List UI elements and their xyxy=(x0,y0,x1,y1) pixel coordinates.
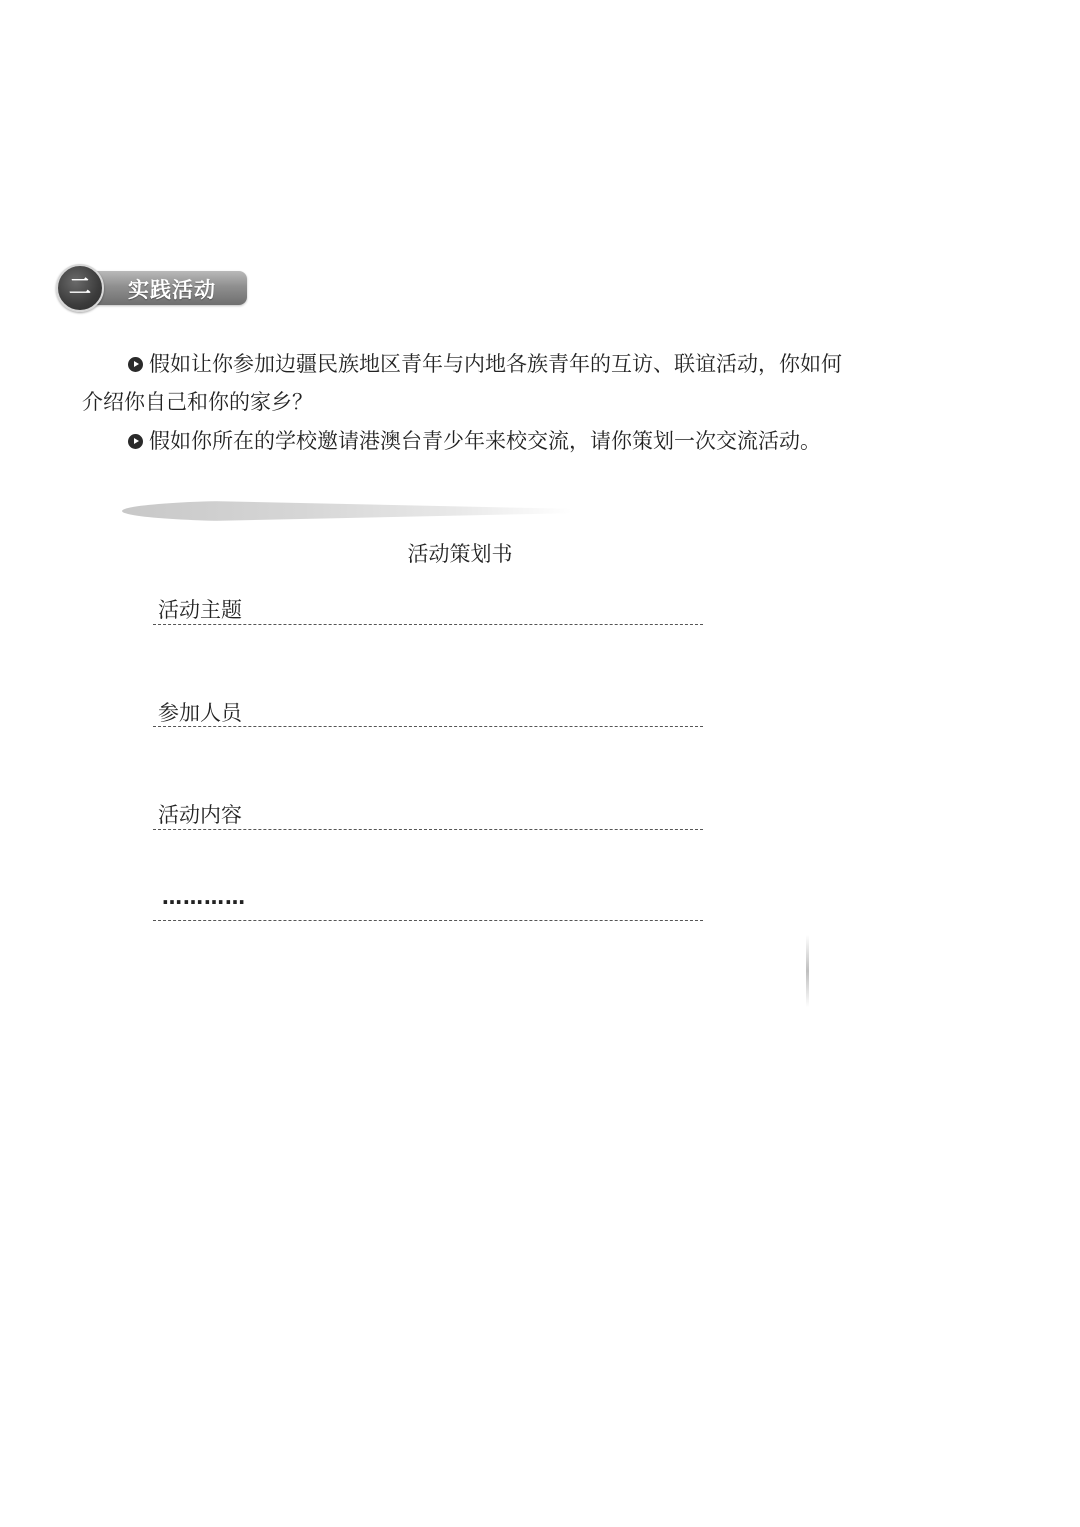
task-item xyxy=(82,345,852,421)
task-item xyxy=(82,422,852,460)
play-bullet-icon xyxy=(128,357,143,372)
more-fields-ellipsis: ………… xyxy=(162,885,246,909)
section-header xyxy=(56,264,248,312)
field-answer-line-theme[interactable] xyxy=(153,624,703,625)
section-number: 二 xyxy=(68,275,91,300)
section-title: 实践活动 xyxy=(128,278,216,302)
decorative-swoosh xyxy=(122,500,572,522)
field-label-content: 活动内容 xyxy=(158,803,242,827)
task-text: 假如让你参加边疆民族地区青年与内地各族青年的互访、联谊活动，你如何介绍你自己和你的家乡？ xyxy=(82,352,842,414)
scan-artifact xyxy=(806,935,809,1007)
field-label-participants: 参加人员 xyxy=(158,701,242,725)
play-bullet-icon xyxy=(128,434,143,449)
task-text: 假如你所在的学校邀请港澳台青少年来校交流，请你策划一次交流活动。 xyxy=(149,429,821,453)
field-answer-line-more[interactable] xyxy=(153,920,703,921)
field-answer-line-content[interactable] xyxy=(153,829,703,830)
field-answer-line-participants[interactable] xyxy=(153,726,703,727)
field-label-theme: 活动主题 xyxy=(158,598,242,622)
section-number-badge xyxy=(56,264,104,312)
plan-title: 活动策划书 xyxy=(407,542,513,566)
